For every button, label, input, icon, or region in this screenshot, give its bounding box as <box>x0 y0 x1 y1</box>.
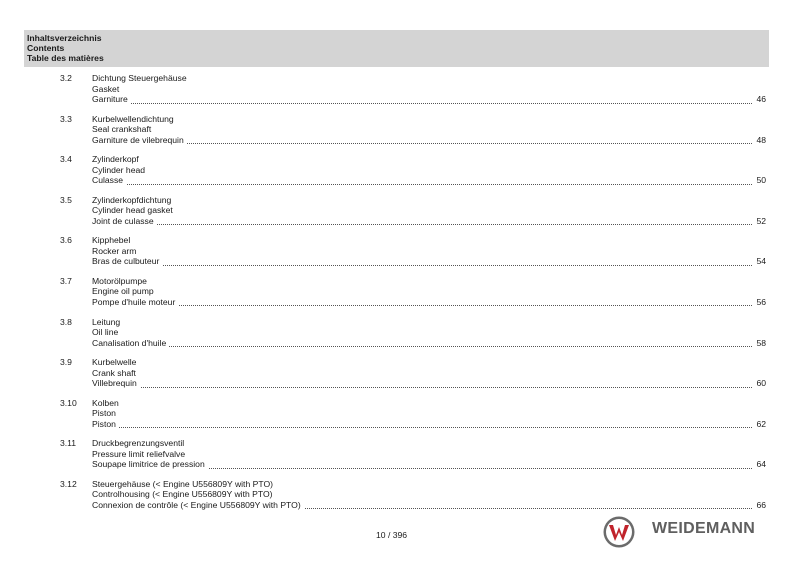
page-indicator: 10 / 396 <box>376 530 408 540</box>
dot-leader <box>92 143 752 144</box>
page-number: 62 <box>756 418 766 429</box>
dot-leader <box>92 224 752 225</box>
title-en: Seal crankshaft <box>92 124 152 135</box>
title-de: Kipphebel <box>92 235 131 246</box>
dot-leader <box>92 387 752 388</box>
title-en: Pressure limit reliefvalve <box>92 448 186 459</box>
section-number: 3.3 <box>60 113 72 124</box>
title-de: Druckbegrenzungsventil <box>92 438 185 449</box>
section-number: 3.8 <box>60 316 72 327</box>
entry-titles <box>92 235 766 267</box>
title-en: Engine oil pump <box>92 286 154 297</box>
toc-entry[interactable] <box>0 357 794 398</box>
toc-list <box>0 73 794 520</box>
title-de: Leitung <box>92 316 121 327</box>
entry-titles <box>92 317 766 349</box>
toc-entry[interactable] <box>0 235 794 276</box>
header-title-en: Contents <box>27 43 65 53</box>
title-fr: Bras de culbuteur <box>92 256 162 267</box>
section-number: 3.10 <box>60 397 77 408</box>
entry-titles <box>92 276 766 308</box>
title-fr: Culasse <box>92 175 126 186</box>
header-title-de: Inhaltsverzeichnis <box>27 33 102 43</box>
page-number: 52 <box>756 215 766 226</box>
title-fr: Soupape limitrice de pression <box>92 459 208 470</box>
brand-name: WEIDEMANN <box>652 520 756 537</box>
title-fr-row <box>92 338 766 349</box>
toc-header <box>24 30 769 67</box>
title-en: Oil line <box>92 327 119 338</box>
title-fr: Garniture de vilebrequin <box>92 135 187 146</box>
title-en: Cylinder head <box>92 164 146 175</box>
title-fr: Pompe d'huile moteur <box>92 297 178 308</box>
entry-titles <box>92 398 766 430</box>
dot-leader <box>92 265 752 266</box>
title-de: Kurbelwellendichtung <box>92 113 174 124</box>
entry-titles <box>92 438 766 470</box>
page-number: 64 <box>756 459 766 470</box>
title-de: Zylinderkopfdichtung <box>92 194 172 205</box>
section-number: 3.12 <box>60 478 77 489</box>
title-fr: Villebrequin <box>92 378 140 389</box>
dot-leader <box>92 184 752 185</box>
title-fr-row <box>92 135 766 146</box>
section-number: 3.2 <box>60 73 72 83</box>
page-number: 50 <box>756 175 766 186</box>
dot-leader <box>92 305 752 306</box>
weidemann-logo-icon <box>602 516 636 548</box>
dot-leader <box>92 346 752 347</box>
page-number: 60 <box>756 378 766 389</box>
title-en: Crank shaft <box>92 367 136 378</box>
page-number: 54 <box>756 256 766 267</box>
page-number: 48 <box>756 134 766 145</box>
title-de: Kurbelwelle <box>92 357 137 368</box>
title-en: Piston <box>92 408 116 419</box>
header-title-fr: Table des matières <box>27 53 104 63</box>
toc-entry[interactable] <box>0 317 794 358</box>
page-number: 66 <box>756 499 766 510</box>
toc-entry[interactable] <box>0 479 794 520</box>
page-number: 46 <box>756 94 766 104</box>
title-fr-row <box>92 216 766 227</box>
title-de: Steuergehäuse (< Engine U556809Y with PTO) <box>92 478 273 489</box>
toc-entry[interactable] <box>0 195 794 236</box>
title-de: Dichtung Steuergehäuse <box>92 73 187 83</box>
title-en: Controlhousing (< Engine U556809Y with PTO) <box>92 489 273 500</box>
title-fr-row <box>92 378 766 389</box>
entry-titles <box>92 154 766 186</box>
entry-titles <box>92 479 766 511</box>
title-fr: Garniture <box>92 94 131 105</box>
section-number: 3.5 <box>60 194 72 205</box>
title-fr: Piston <box>92 419 119 430</box>
title-fr: Canalisation d'huile <box>92 338 169 349</box>
entry-titles <box>92 195 766 227</box>
title-fr: Joint de culasse <box>92 216 157 227</box>
toc-entry[interactable] <box>0 438 794 479</box>
entry-titles <box>92 357 766 389</box>
title-en: Cylinder head gasket <box>92 205 173 216</box>
title-fr: Connexion de contrôle (< Engine U556809Y with PTO) <box>92 500 304 511</box>
dot-leader <box>92 427 752 428</box>
title-fr-row <box>92 94 766 105</box>
title-fr-row <box>92 256 766 267</box>
title-fr-row <box>92 175 766 186</box>
title-de: Kolben <box>92 397 119 408</box>
title-fr-row <box>92 297 766 308</box>
section-number: 3.4 <box>60 154 72 165</box>
section-number: 3.11 <box>60 438 77 449</box>
section-number: 3.6 <box>60 235 72 246</box>
toc-entry[interactable] <box>0 276 794 317</box>
title-de: Motorölpumpe <box>92 275 147 286</box>
title-fr-row <box>92 459 766 470</box>
title-fr-row <box>92 419 766 430</box>
title-en: Rocker arm <box>92 245 137 256</box>
toc-entry[interactable] <box>0 398 794 439</box>
dot-leader <box>92 103 752 104</box>
page-number: 58 <box>756 337 766 348</box>
entry-titles <box>92 73 766 105</box>
toc-entry[interactable] <box>0 114 794 155</box>
page-number: 56 <box>756 296 766 307</box>
toc-entry[interactable] <box>0 73 794 114</box>
entry-titles <box>92 114 766 146</box>
section-number: 3.9 <box>60 357 72 368</box>
title-en: Gasket <box>92 83 120 94</box>
title-de: Zylinderkopf <box>92 154 139 165</box>
section-number: 3.7 <box>60 275 72 286</box>
title-fr-row <box>92 500 766 511</box>
toc-entry[interactable] <box>0 154 794 195</box>
